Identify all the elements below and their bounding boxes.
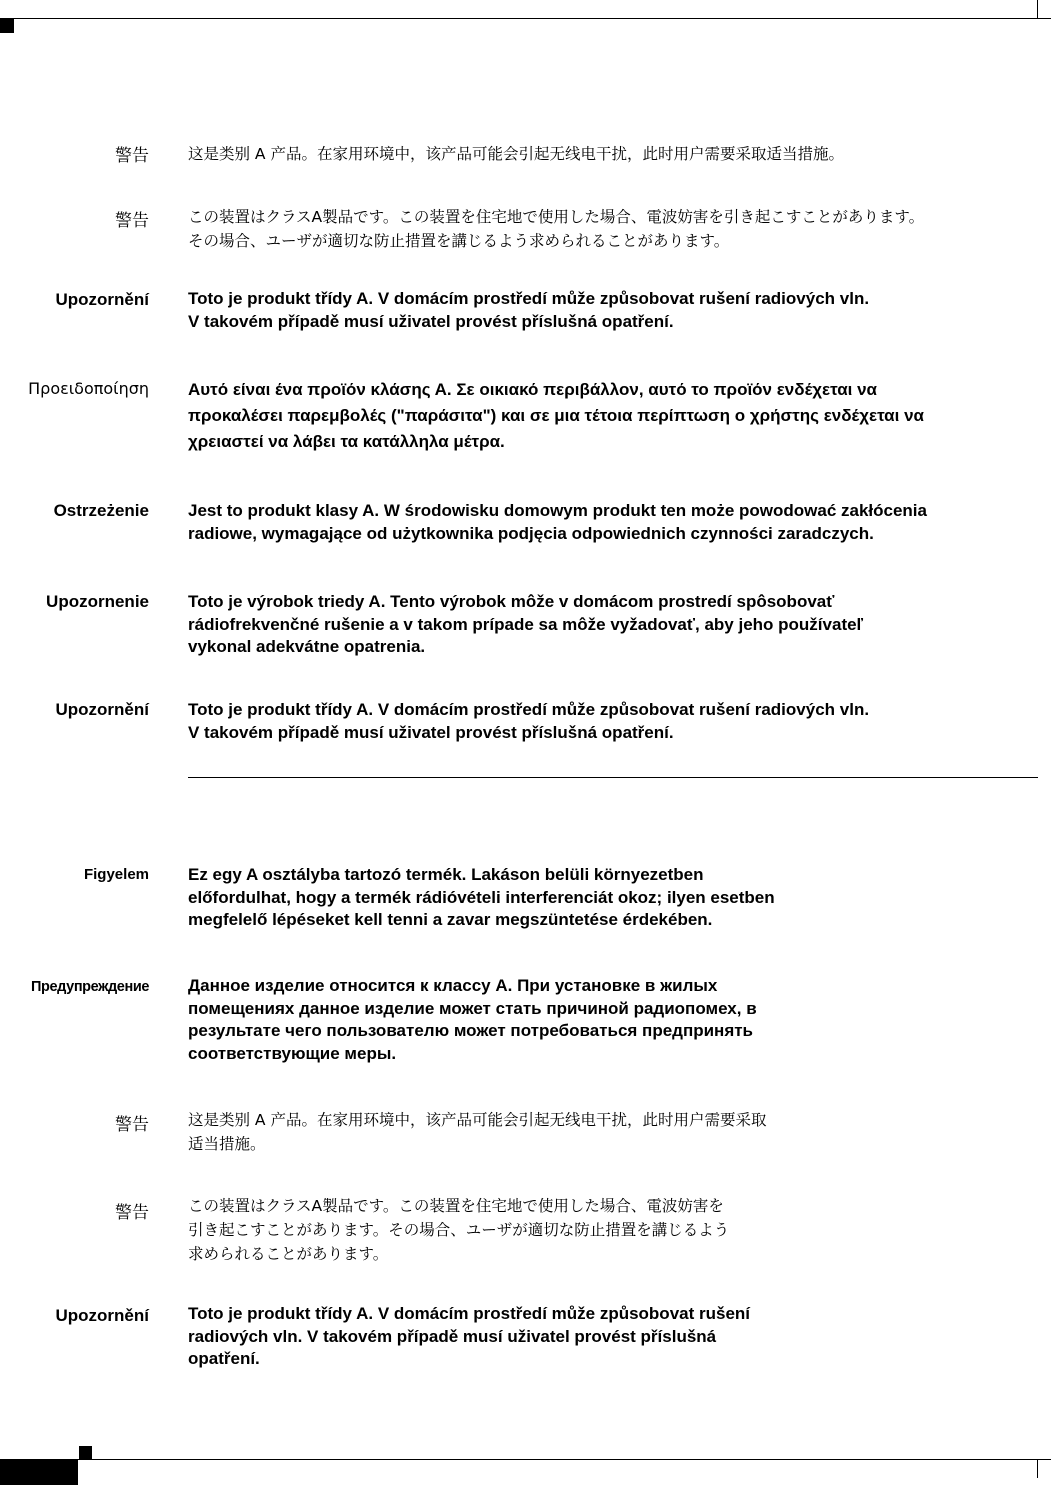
- footer-marker: [79, 1446, 92, 1459]
- warning-text-chinese: 这是类别 A 产品。在家用环境中，该产品可能会引起无线电干扰，此时用户需要采取适当措施。: [188, 145, 844, 163]
- warning-label-czech-3: Upozornění: [55, 1306, 149, 1325]
- warning-label-japanese-2: 警告: [115, 1203, 149, 1223]
- warning-label-czech: Upozornění: [55, 290, 149, 309]
- warning-label-chinese: 警告: [115, 146, 149, 166]
- warning-text-greek: Αυτό είναι ένα προϊόν κλάσης Α. Σε οικιακό περιβάλλον, αυτό το προϊόν ενδέχεται να προκαλέσει παρεμβολές ("παράσιτα") και σε μια τέτοια περίπτωση ο χρήστης ενδέχεται να χρειαστεί να λάβει τα κατάλληλα μέτρα.: [188, 380, 924, 451]
- warning-text-chinese-2: 这是类别 A 产品。在家用环境中，该产品可能会引起无线电干扰，此时用户需要采取 适当措施。: [188, 1111, 767, 1153]
- warning-text-japanese: この装置はクラスA製品です。この装置を住宅地で使用した場合、電波妨害を引き起こすことがあります。 その場合、ユーザが適切な防止措置を講じるよう求められることがあります。: [188, 208, 925, 250]
- footer-rule: [0, 1459, 1051, 1460]
- header-marker: [0, 19, 14, 33]
- warning-label-greek: Προειδοποίηση: [28, 379, 149, 398]
- warning-text-czech: Toto je produkt třídy A. V domácím prostředí může způsobovat rušení radiových vln. V takovém případě musí uživatel provést příslušná opatření.: [188, 289, 870, 331]
- warning-text-polish: Jest to produkt klasy A. W środowisku domowym produkt ten może powodować zakłócenia radiowe, wymagające od użytkownika podjęcia odpowiednich czynności zaradczych.: [188, 501, 927, 543]
- warning-text-japanese-2: この装置はクラスA製品です。この装置を住宅地で使用した場合、電波妨害を 引き起こすことがあります。その場合、ユーザが適切な防止措置を講じるよう 求められることがあります。: [188, 1197, 730, 1263]
- warning-label-slovak: Upozornenie: [46, 592, 149, 611]
- warning-label-hungarian: Figyelem: [83, 866, 149, 883]
- warning-text-slovak: Toto je výrobok triedy A. Tento výrobok môže v domácom prostredí spôsobovať rádiofrekvenčné rušenie a v takom prípade sa môže vyžadovať, aby jeho používateľ vykonal adekvátne opatrenia.: [188, 592, 864, 656]
- warning-label-polish: Ostrzeżenie: [53, 501, 149, 520]
- section-divider: [188, 777, 1038, 778]
- header-rule: [0, 18, 1051, 19]
- warning-label-russian: Предупреждение: [31, 979, 149, 995]
- warning-label-chinese-2: 警告: [115, 1115, 149, 1135]
- warning-label-czech-2: Upozornění: [55, 700, 149, 719]
- footer-edge-tick: [1037, 1460, 1038, 1478]
- warning-label-japanese: 警告: [115, 211, 149, 231]
- warning-text-czech-3: Toto je produkt třídy A. V domácím prostředí může způsobovat rušení radiových vln. V takovém případě musí uživatel provést příslušná opatření.: [188, 1304, 751, 1368]
- warning-text-hungarian: Ez egy A osztályba tartozó termék. Lakáson belüli környezetben előfordulhat, hogy a termék rádióvételi interferenciát okoz; ilyen esetben megfelelő lépéseket kell tenni a zavar megszüntetése érdekében.: [188, 865, 775, 929]
- footer-page-tab: [0, 1459, 78, 1485]
- warning-text-czech-2: Toto je produkt třídy A. V domácím prostředí může způsobovat rušení radiových vln. V takovém případě musí uživatel provést příslušná opatření.: [188, 700, 870, 742]
- warning-text-russian: Данное изделие относится к классу А. При установке в жилых помещениях данное изделие может стать причиной радиопомех, в результате чего пользователю может потребоваться предпринять соответствующие меры.: [188, 976, 757, 1063]
- header-edge-tick: [1037, 0, 1038, 19]
